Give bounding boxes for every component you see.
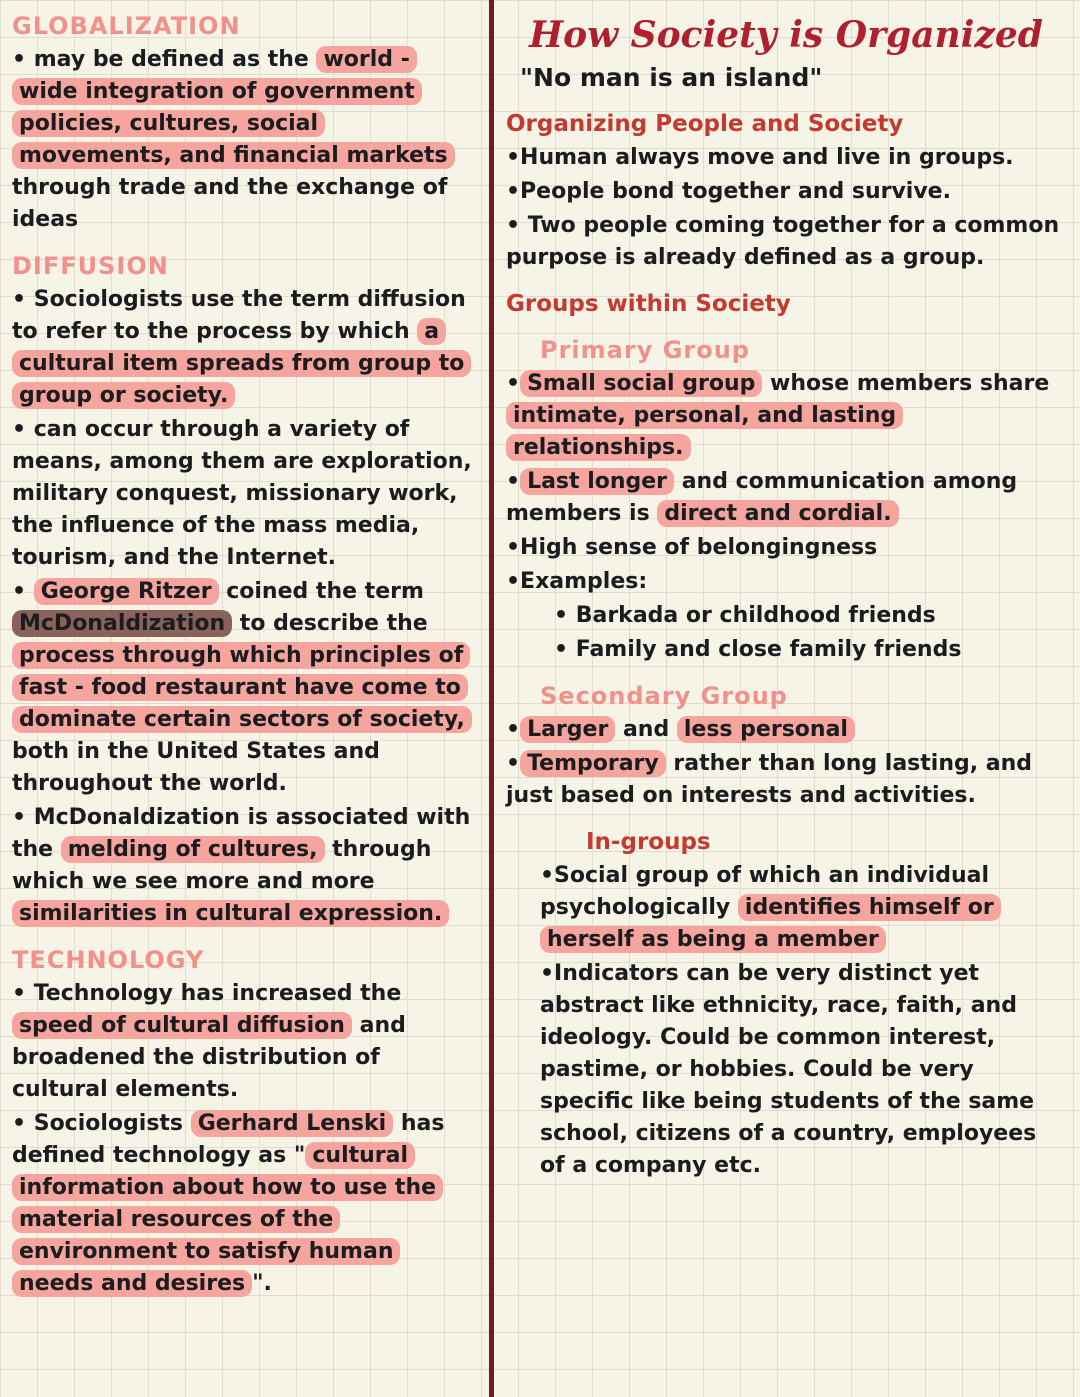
highlighted-text: similarities in cultural expression. xyxy=(12,900,449,927)
text-segment: to describe the xyxy=(232,611,428,636)
text-segment: • Technology has increased the xyxy=(12,981,402,1006)
text-segment: GLOBALIZATION xyxy=(12,12,241,40)
text-segment: • xyxy=(506,371,521,396)
left-column xyxy=(12,10,474,1302)
section-heading-pink xyxy=(540,334,1066,366)
text-segment: •Examples: xyxy=(506,569,648,594)
text-segment: • can occur through a variety of means, among them are exploration, military conquest, missionary work, the influence of the mass media, tourism, and the Internet. xyxy=(12,417,472,570)
text-segment: In-groups xyxy=(586,829,711,855)
note-paragraph xyxy=(506,176,1066,208)
text-segment: both in the United States and throughout the world. xyxy=(12,739,380,796)
text-segment: rather than long lasting, and just based on interests and activities. xyxy=(506,751,1033,808)
section-heading-red xyxy=(506,108,1066,140)
text-segment: • xyxy=(506,717,521,742)
text-segment: • Family and close family friends xyxy=(554,637,962,662)
highlighted-text: direct and cordial. xyxy=(657,500,898,527)
highlighted-text: speed of cultural diffusion xyxy=(12,1012,352,1039)
text-segment: • xyxy=(12,579,34,604)
text-segment: has defined technology as " xyxy=(12,1111,445,1168)
note-paragraph xyxy=(12,414,474,574)
section-heading-pink xyxy=(540,680,1066,712)
text-segment: through which we see more and more xyxy=(12,837,432,894)
note-paragraph xyxy=(12,802,474,930)
highlighted-text: world - wide integration of government policies, cultures, social movements, and financial markets xyxy=(12,46,455,169)
highlighted-text: a cultural item spreads from group to group or society. xyxy=(12,318,471,409)
text-segment: •High sense of belongingness xyxy=(506,535,878,560)
highlighted-text: less personal xyxy=(677,716,855,743)
note-paragraph xyxy=(12,978,474,1106)
quote-text xyxy=(520,62,1066,94)
left-column-blocks xyxy=(12,10,474,1300)
note-paragraph xyxy=(12,1108,474,1300)
text-segment: coined the term xyxy=(218,579,424,604)
highlighted-text: George Ritzer xyxy=(34,578,219,605)
text-segment: DIFFUSION xyxy=(12,252,169,280)
text-segment: Primary Group xyxy=(540,336,750,364)
text-segment: "No man is an island" xyxy=(520,63,823,92)
section-heading-red xyxy=(586,826,1066,858)
text-segment: and communication among members is xyxy=(506,469,1018,526)
column-divider xyxy=(489,0,494,1397)
note-paragraph xyxy=(506,466,1066,530)
note-paragraph xyxy=(506,532,1066,564)
note-paragraph xyxy=(554,634,1066,666)
page-title: How Society is Organized xyxy=(529,14,1043,56)
text-segment: •Indicators can be very distinct yet abstract like ethnicity, race, faith, and ideology. Could be common interest, pastime, or hobbies. Could be very specific like being students of the same school, citizens of a country, employees of a company etc. xyxy=(540,961,1037,1178)
text-segment: • Two people coming together for a common purpose is already defined as a group. xyxy=(506,213,1060,270)
section-heading-red xyxy=(506,288,1066,320)
text-segment: • Sociologists xyxy=(12,1111,191,1136)
note-paragraph xyxy=(506,714,1066,746)
highlighted-text: Temporary xyxy=(520,750,666,777)
text-segment: and xyxy=(615,717,677,742)
text-segment: •People bond together and survive. xyxy=(506,179,951,204)
text-segment: Secondary Group xyxy=(540,682,788,710)
highlighted-text: intimate, personal, and lasting relationships. xyxy=(506,402,903,461)
highlighted-text: Larger xyxy=(520,716,615,743)
text-segment: • xyxy=(506,469,521,494)
note-paragraph xyxy=(506,142,1066,174)
text-segment: • Sociologists use the term diffusion to refer to the process by which xyxy=(12,287,466,344)
text-segment: • xyxy=(506,751,521,776)
note-paragraph xyxy=(12,284,474,412)
highlighted-text: identifies himself or herself as being a member xyxy=(540,894,1001,953)
highlighted-text: melding of cultures, xyxy=(61,836,325,863)
text-segment: • Barkada or childhood friends xyxy=(554,603,936,628)
note-paragraph xyxy=(506,210,1066,274)
text-segment: TECHNOLOGY xyxy=(12,946,205,974)
section-heading-pink xyxy=(12,944,474,976)
note-paragraph xyxy=(12,44,474,236)
text-segment: and broadened the distribution of cultural elements. xyxy=(12,1013,406,1102)
note-paragraph xyxy=(506,368,1066,464)
text-segment: •Human always move and live in groups. xyxy=(506,145,1014,170)
highlighted-text: process through which principles of fast - food restaurant have come to dominate certain sectors of society, xyxy=(12,642,472,733)
note-paragraph xyxy=(506,566,1066,598)
note-paragraph xyxy=(554,600,1066,632)
right-column xyxy=(506,12,1066,1184)
text-segment: Groups within Society xyxy=(506,291,791,317)
highlighted-text: Small social group xyxy=(520,370,762,397)
note-paragraph xyxy=(12,576,474,800)
highlighted-text: Gerhard Lenski xyxy=(191,1110,393,1137)
text-segment: ". xyxy=(252,1271,272,1296)
highlighted-text: cultural information about how to use the material resources of the environment to satisfy human needs and desires xyxy=(12,1142,443,1297)
text-segment: Organizing People and Society xyxy=(506,111,904,137)
note-paragraph xyxy=(540,958,1066,1182)
section-heading-pink xyxy=(12,10,474,42)
right-column-blocks xyxy=(506,62,1066,1182)
note-paragraph xyxy=(540,860,1066,956)
text-segment: through trade and the exchange of ideas xyxy=(12,175,448,232)
text-segment: •Social group of which an individual psychologically xyxy=(540,863,990,920)
text-segment: • McDonaldization is associated with the xyxy=(12,805,471,862)
text-segment: • may be defined as the xyxy=(12,47,317,72)
note-paragraph xyxy=(506,748,1066,812)
section-heading-pink xyxy=(12,250,474,282)
highlighted-text: Last longer xyxy=(520,468,674,495)
highlighted-text: McDonaldization xyxy=(12,610,232,637)
text-segment: whose members share xyxy=(762,371,1050,396)
